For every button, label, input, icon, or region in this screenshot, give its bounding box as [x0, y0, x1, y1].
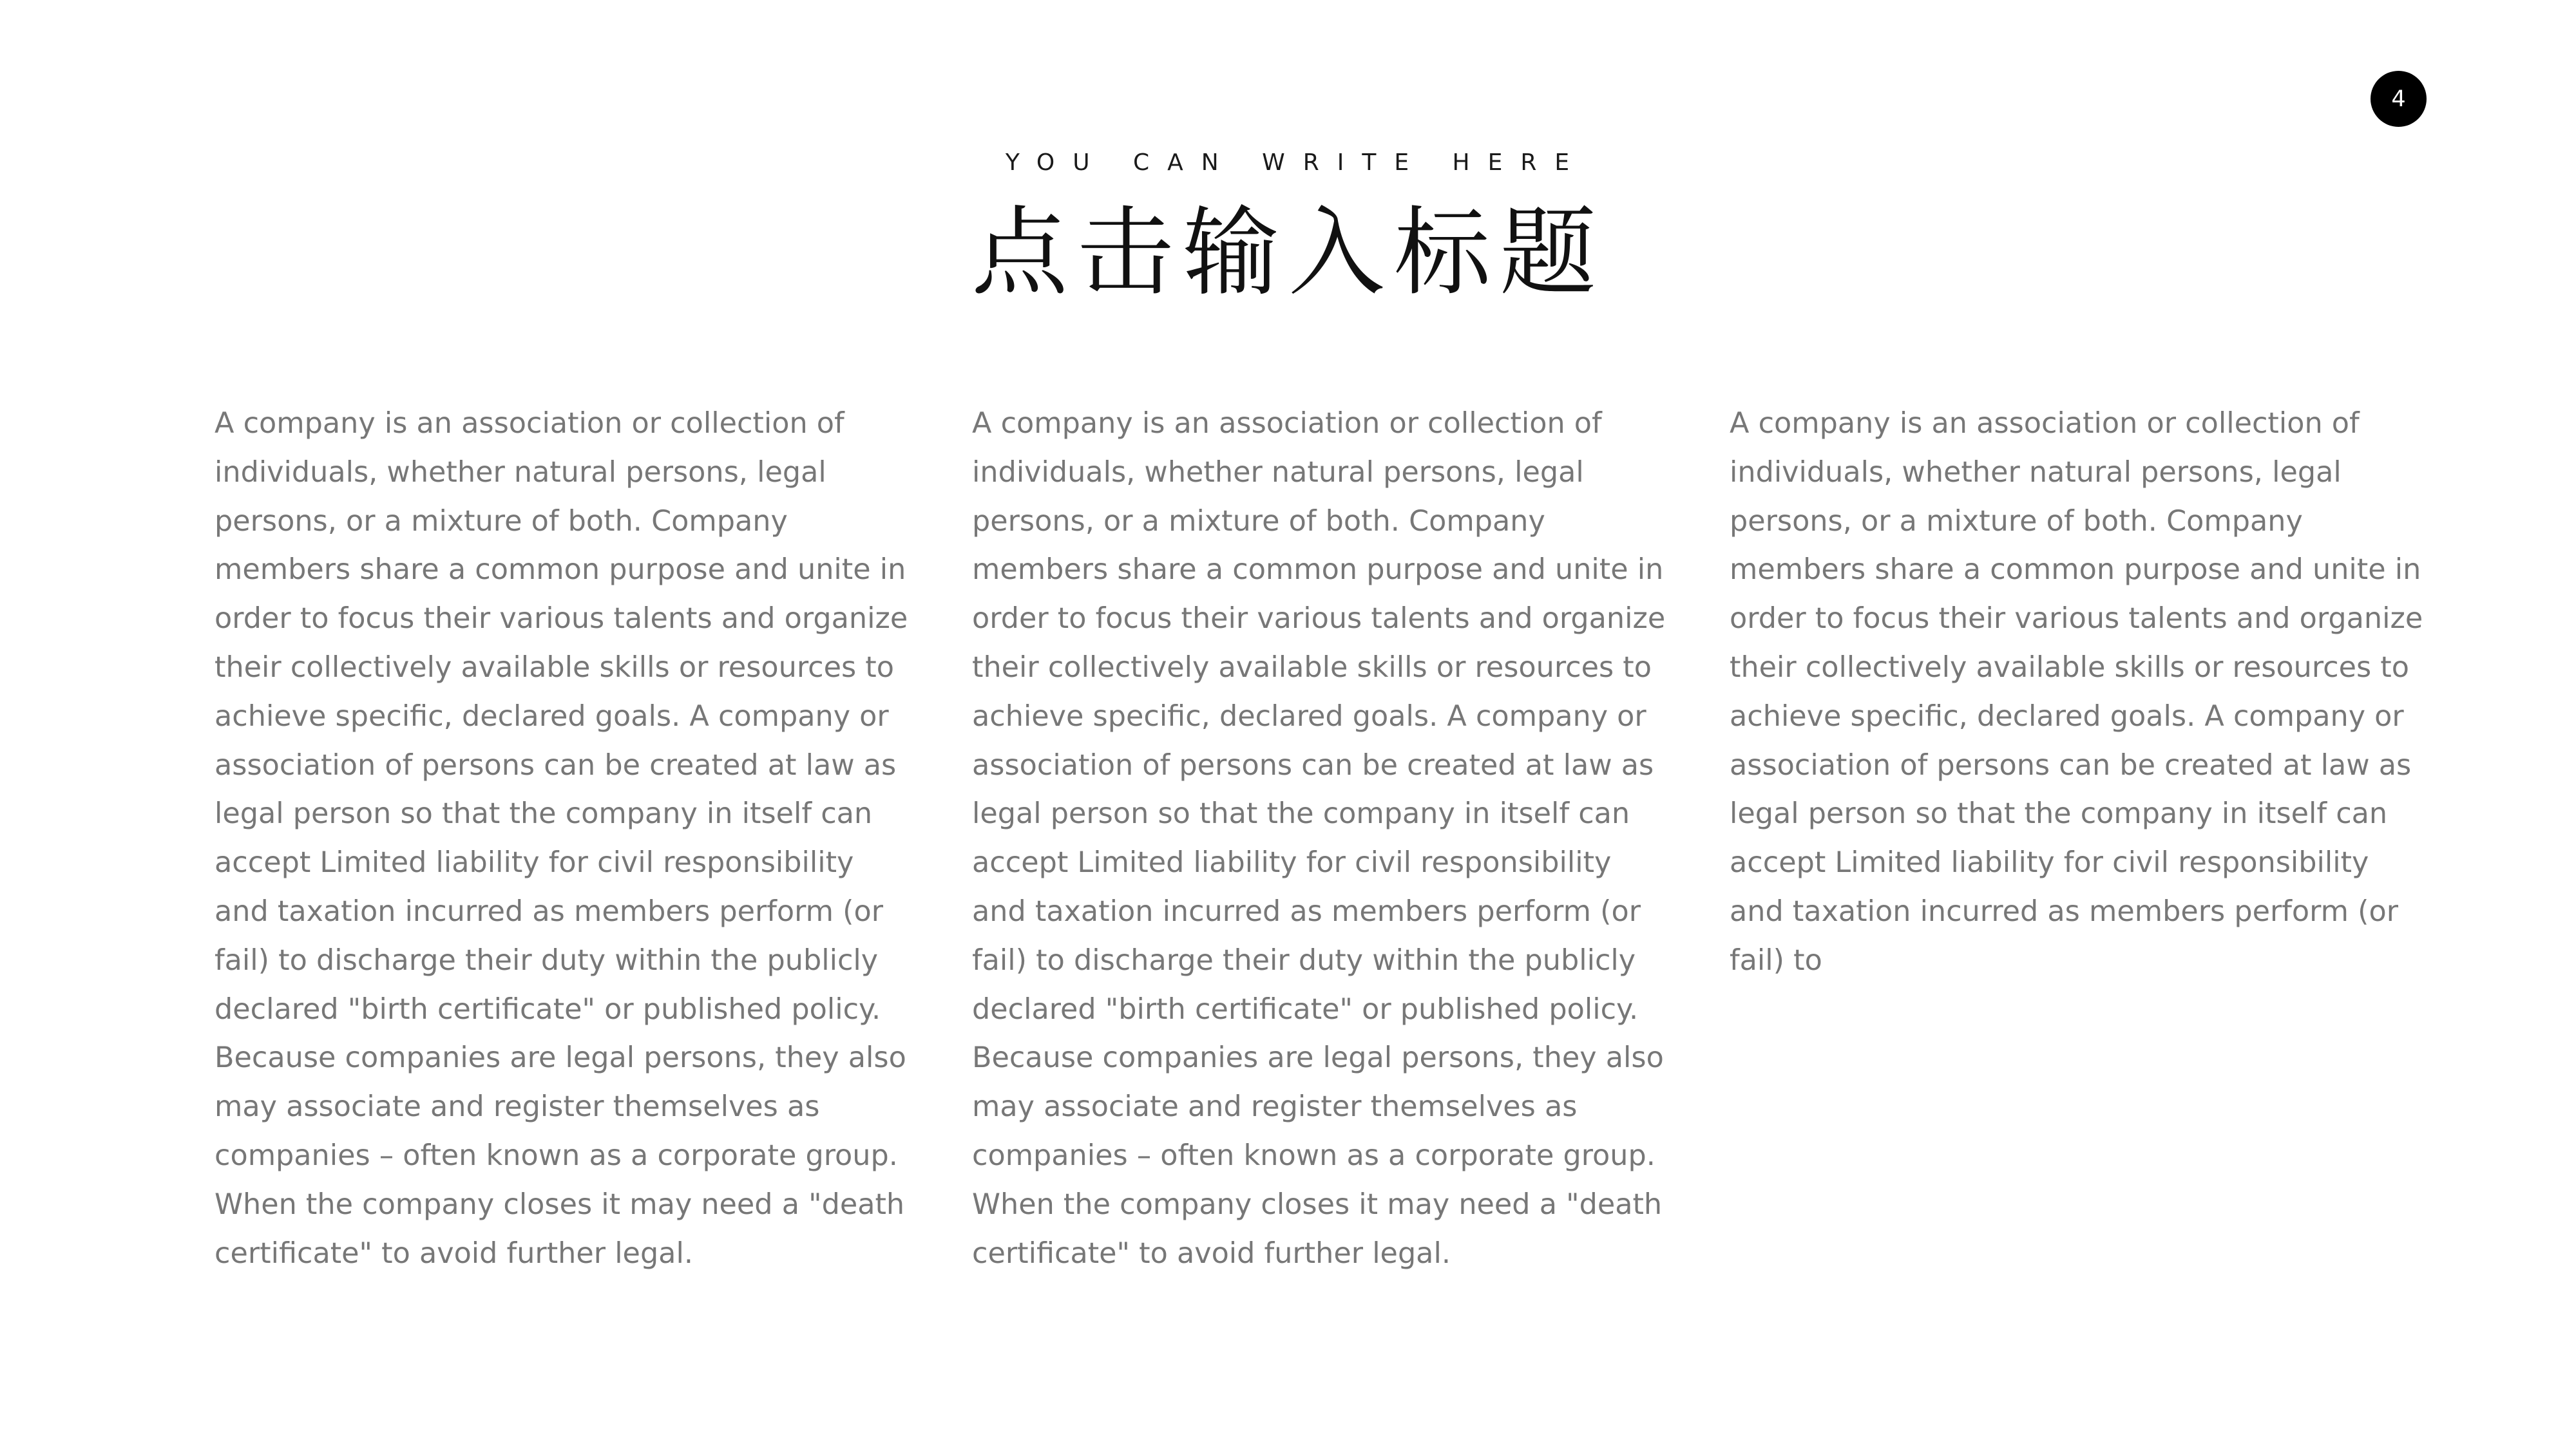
text-column-2[interactable]	[972, 399, 1666, 1278]
slide-title[interactable]: 点击输入标题	[971, 197, 1605, 309]
paragraph-line: persons, or a mixture of both. Company	[1730, 504, 2303, 538]
paragraph-line: and taxation incurred as members perform (or	[972, 895, 1641, 928]
paragraph-line: When the company closes it may need a "death	[972, 1188, 1663, 1221]
paragraph-line: members share a common purpose and unite in	[1730, 553, 2421, 587]
paragraph-line: achieve specific, declared goals. A company or	[215, 699, 889, 733]
paragraph-line: may associate and register themselves as	[972, 1090, 1578, 1124]
paragraph-line: achieve specific, declared goals. A company or	[972, 699, 1646, 733]
paragraph-line: order to focus their various talents and organize	[972, 602, 1666, 636]
paragraph-line: declared "birth certificate" or published policy.	[972, 992, 1639, 1026]
paragraph-line: A company is an association or collection of	[1730, 407, 2360, 440]
paragraph-line: and taxation incurred as members perform (or	[215, 895, 884, 928]
paragraph-line: individuals, whether natural persons, legal	[972, 455, 1584, 489]
paragraph-line: and taxation incurred as members perform (or	[1730, 895, 2399, 928]
paragraph-line: accept Limited liability for civil responsibility	[972, 846, 1612, 880]
paragraph-line: their collectively available skills or resources to	[215, 650, 894, 684]
paragraph-line: achieve specific, declared goals. A company or	[1730, 699, 2404, 733]
paragraph-line: members share a common purpose and unite in	[215, 553, 906, 587]
paragraph-line: fail) to	[1730, 943, 1822, 977]
paragraph-line: association of persons can be created at law as	[215, 748, 897, 782]
paragraph-line: fail) to discharge their duty within the publicly	[215, 943, 879, 977]
paragraph-line: persons, or a mixture of both. Company	[215, 504, 788, 538]
paragraph-line: association of persons can be created at law as	[972, 748, 1654, 782]
paragraph-line: individuals, whether natural persons, legal	[1730, 455, 2342, 489]
text-column-1[interactable]	[215, 399, 908, 1278]
paragraph-line: certificate" to avoid further legal.	[215, 1236, 693, 1270]
paragraph-line: certificate" to avoid further legal.	[972, 1236, 1451, 1270]
paragraph-line: When the company closes it may need a "death	[215, 1188, 905, 1221]
paragraph-line: persons, or a mixture of both. Company	[972, 504, 1545, 538]
paragraph-line: companies – often known as a corporate group.	[215, 1139, 898, 1172]
paragraph-line: declared "birth certificate" or published policy.	[215, 992, 881, 1026]
paragraph-line: order to focus their various talents and organize	[1730, 602, 2423, 636]
paragraph-line: individuals, whether natural persons, legal	[215, 455, 826, 489]
paragraph-line: Because companies are legal persons, they also	[215, 1041, 906, 1075]
text-column-3[interactable]	[1730, 399, 2423, 985]
paragraph-line: their collectively available skills or resources to	[1730, 650, 2409, 684]
paragraph-line: A company is an association or collection of	[215, 407, 844, 440]
paragraph-line: Because companies are legal persons, they also	[972, 1041, 1664, 1075]
paragraph-line: their collectively available skills or resources to	[972, 650, 1652, 684]
paragraph-line: fail) to discharge their duty within the publicly	[972, 943, 1636, 977]
page-number-badge: 4	[2371, 71, 2427, 127]
paragraph-line: association of persons can be created at law as	[1730, 748, 2412, 782]
paragraph-line: legal person so that the company in itself can	[1730, 797, 2388, 831]
paragraph-line: legal person so that the company in itself can	[215, 797, 873, 831]
slide-kicker: YOU CAN WRITE HERE	[1005, 149, 1588, 176]
paragraph-line: companies – often known as a corporate group.	[972, 1139, 1655, 1172]
paragraph-line: accept Limited liability for civil responsibility	[1730, 846, 2369, 880]
paragraph-line: A company is an association or collection of	[972, 407, 1602, 440]
paragraph-line: legal person so that the company in itself can	[972, 797, 1630, 831]
paragraph-line: order to focus their various talents and organize	[215, 602, 908, 636]
paragraph-line: may associate and register themselves as	[215, 1090, 820, 1124]
paragraph-line: accept Limited liability for civil responsibility	[215, 846, 854, 880]
paragraph-line: members share a common purpose and unite in	[972, 553, 1664, 587]
